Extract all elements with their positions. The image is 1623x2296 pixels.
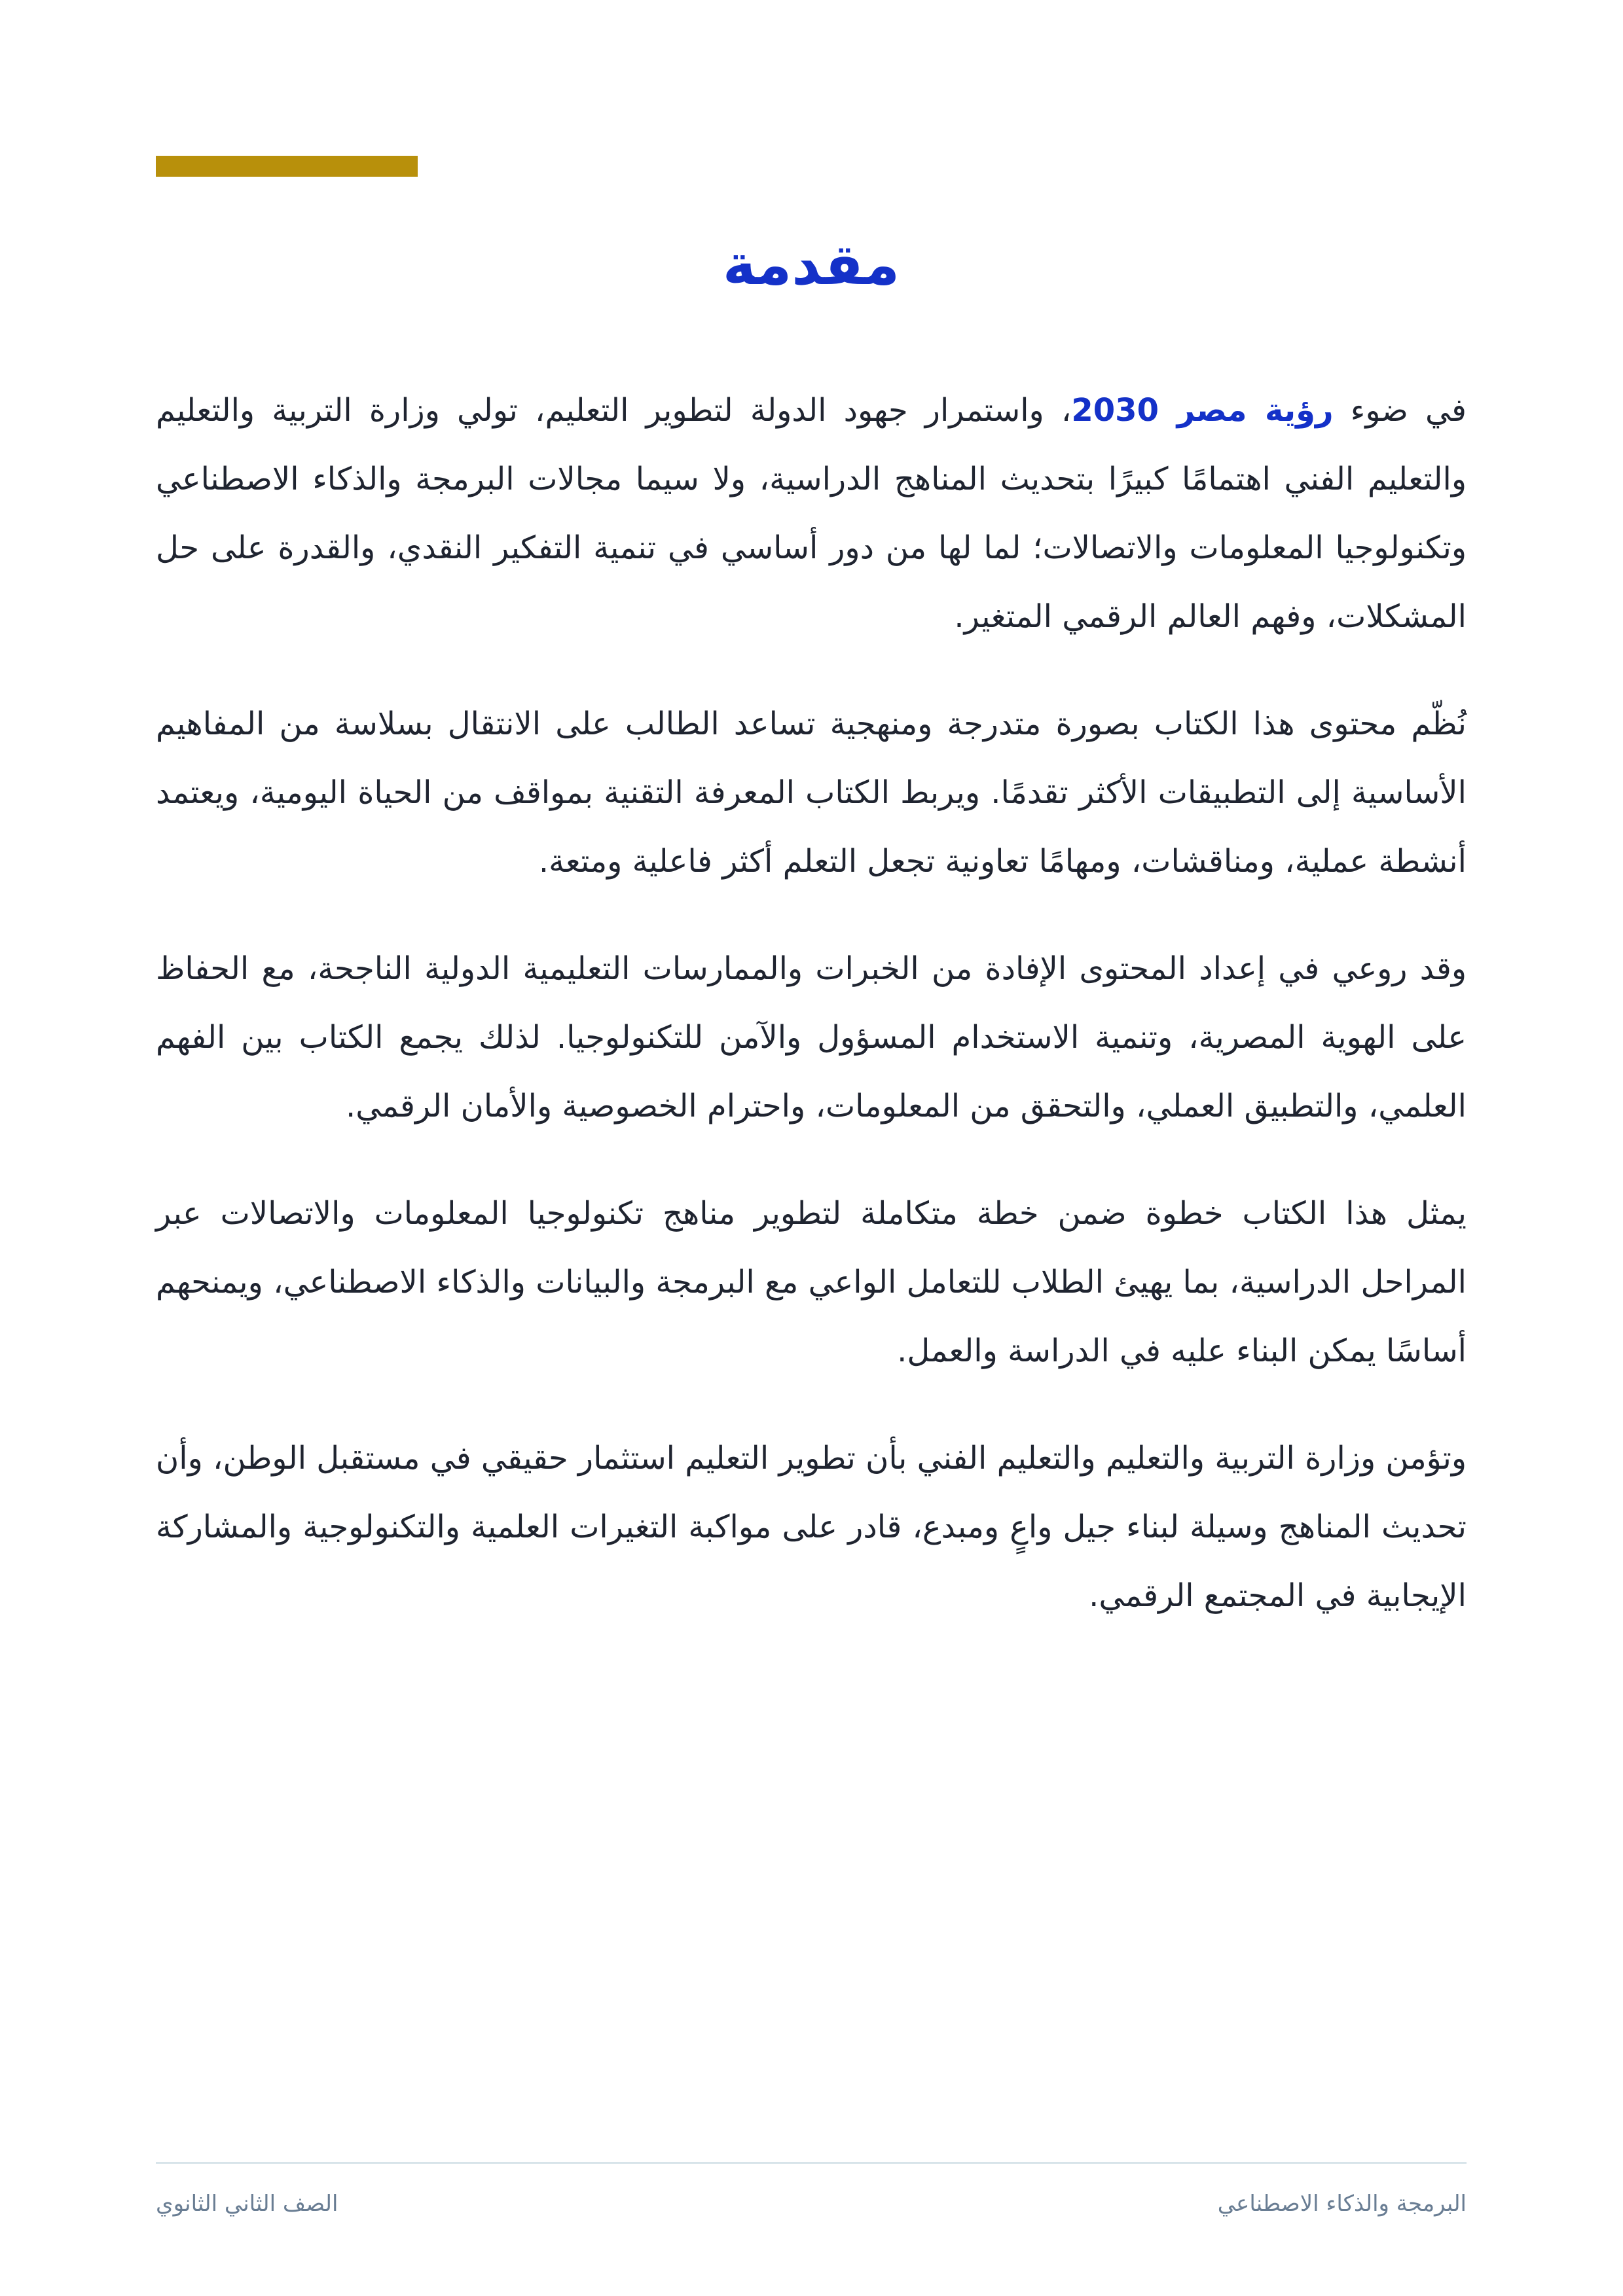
paragraph-ministry-belief: وتؤمن وزارة التربية والتعليم والتعليم الفني بأن تطوير التعليم استثمار حقيقي في مستقبل الوطن، وأن تحديث المناهج وسيلة لبناء جيل واعٍ ومبدع، قادر على مواكبة التغيرات العلمية والتكنولوجية والمشاركة الإيجابية في المجتمع الرقمي. xyxy=(156,1440,1467,1614)
paragraph-intro-continuation: ، واستمرار جهود الدولة لتطوير التعليم، تولي وزارة التربية والتعليم والتعليم الفني اهتمامًا كبيرًا بتحديث المناهج الدراسية، ولا سيما مجالات البرمجة والذكاء الاصطناعي وتكنولوجيا المعلومات والاتصالات؛ لما لها من دور أساسي في تنمية التفكير النقدي، والقدرة على حل المشكلات، وفهم العالم الرقمي المتغير. xyxy=(156,392,1467,635)
introduction-content xyxy=(156,376,1467,1669)
page-title: مقدمة xyxy=(722,232,900,298)
paragraph-vision-2030 xyxy=(156,376,1467,651)
paragraph-content-principles: وقد روعي في إعداد المحتوى الإفادة من الخبرات والممارسات التعليمية الدولية الناجحة، مع الحفاظ على الهوية المصرية، وتنمية الاستخدام المسؤول والآمن للتكنولوجيا. لذلك يجمع الكتاب بين الفهم العلمي، والتطبيق العملي، والتحقق من المعلومات، واحترام الخصوصية والأمان الرقمي. xyxy=(156,950,1467,1124)
footer-divider xyxy=(156,2162,1467,2164)
egypt-vision-2030-highlight: رؤية مصر 2030 xyxy=(1071,392,1334,429)
paragraph-book-organization: نُظّم محتوى هذا الكتاب بصورة متدرجة ومنهجية تساعد الطالب على الانتقال بسلاسة من المفاهيم الأساسية إلى التطبيقات الأكثر تقدمًا. ويربط الكتاب المعرفة التقنية بمواقف من الحياة اليومية، ويعتمد أنشطة عملية، ومناقشات، ومهامًا تعاونية تجعل التعلم أكثر فاعلية ومتعة. xyxy=(156,706,1467,880)
footer-grade: الصف الثاني الثانوي xyxy=(156,2191,338,2217)
paragraph-curriculum-plan: يمثل هذا الكتاب خطوة ضمن خطة متكاملة لتطوير مناهج تكنولوجيا المعلومات والاتصالات عبر المراحل الدراسية، بما يهيئ الطلاب للتعامل الواعي مع البرمجة والبيانات والذكاء الاصطناعي، ويمنحهم أساسًا يمكن البناء عليه في الدراسة والعمل. xyxy=(156,1195,1467,1369)
footer-subject: البرمجة والذكاء الاصطناعي xyxy=(1217,2191,1467,2217)
paragraph-intro-prefix: في ضوء xyxy=(1333,392,1467,429)
accent-bar xyxy=(156,156,418,177)
